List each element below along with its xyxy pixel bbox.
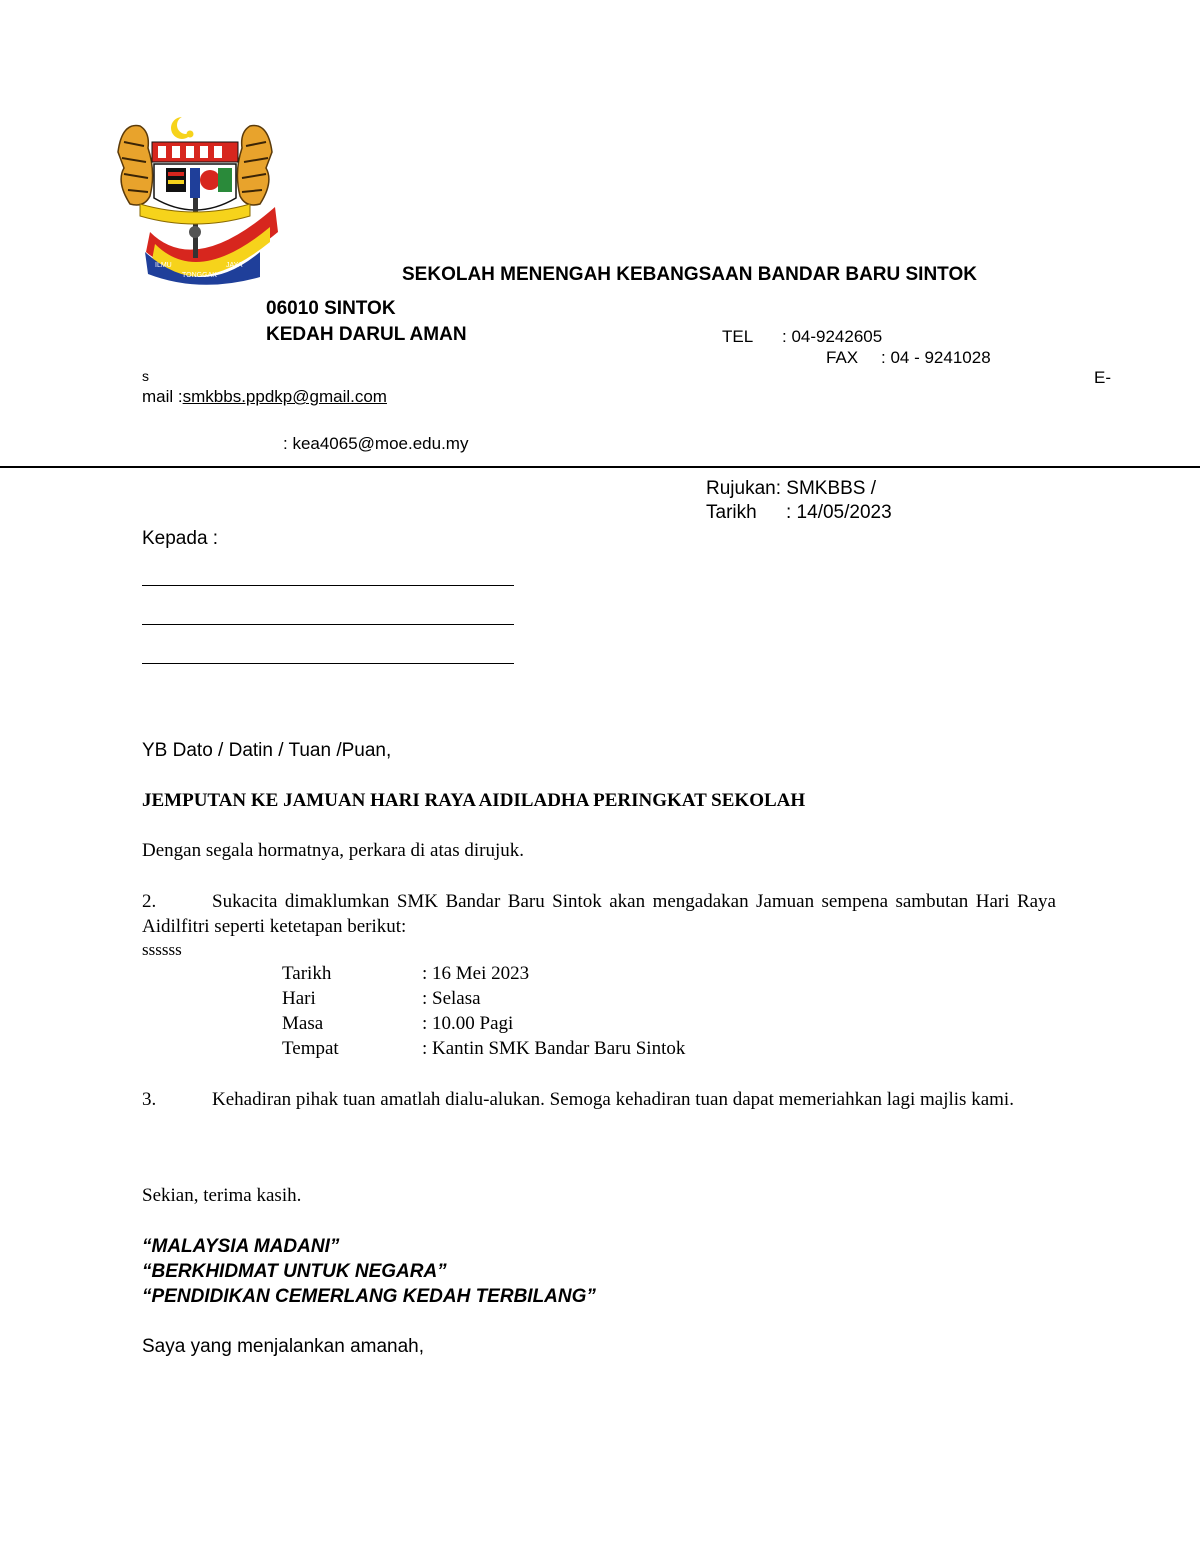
stray-s-char: s (142, 368, 149, 384)
detail-row-time (282, 1013, 513, 1035)
detail-value: : 16 Mei 2023 (422, 963, 530, 984)
fax-label: FAX (826, 348, 859, 367)
detail-row-date (282, 963, 529, 985)
paragraph-3 (142, 1087, 1056, 1112)
crest-banner-word-3: JAYA (226, 262, 243, 269)
recipient-blank-line (142, 585, 514, 586)
salutation: YB Dato / Datin / Tuan /Puan, (142, 740, 392, 761)
detail-row-venue (282, 1038, 685, 1060)
slogan-2: “BERKHIDMAT UNTUK NEGARA” (142, 1261, 447, 1282)
slogan-1: “MALAYSIA MADANI” (142, 1236, 340, 1257)
date-label: Tarikh (706, 502, 757, 523)
school-crest-logo (110, 112, 280, 287)
detail-row-day (282, 988, 481, 1010)
letterhead-divider (0, 466, 1200, 468)
paragraph-number: 2. (142, 891, 157, 912)
detail-value: : Selasa (422, 988, 481, 1009)
tel-label: TEL (722, 327, 754, 346)
kedah-crest-icon (110, 112, 280, 287)
recipient-blank-line (142, 624, 514, 625)
detail-label: Hari (282, 988, 316, 1009)
tel-value: : 04-9242605 (782, 327, 883, 346)
crest-banner-word-2: TONGGAK (182, 272, 217, 279)
slogan-3: “PENDIDIKAN CEMERLANG KEDAH TERBILANG” (142, 1286, 596, 1307)
school-name: SEKOLAH MENENGAH KEBANGSAAN BANDAR BARU SINTOK (402, 264, 977, 285)
email-link[interactable]: smkbbs.ppdkp@gmail.com (182, 387, 387, 406)
paragraph-2 (142, 889, 1056, 939)
address-line-2: KEDAH DARUL AMAN (266, 324, 467, 345)
signoff: Saya yang menjalankan amanah, (142, 1336, 425, 1357)
address-line-1: 06010 SINTOK (266, 298, 396, 319)
paragraph-text: Kehadiran pihak tuan amatlah dialu-alukan. Semoga kehadiran tuan dapat memeriahkan lagi majlis kami. (212, 1089, 1014, 1110)
date-value: : 14/05/2023 (786, 502, 892, 523)
fax-value: : 04 - 9241028 (881, 348, 991, 367)
crest-banner-word-1: ILMU (155, 262, 172, 269)
opening-sentence: Dengan segala hormatnya, perkara di atas dirujuk. (142, 840, 524, 861)
detail-value: : Kantin SMK Bandar Baru Sintok (422, 1038, 686, 1059)
closing: Sekian, terima kasih. (142, 1185, 302, 1206)
email-secondary: : kea4065@moe.edu.my (283, 434, 469, 453)
stray-text: ssssss (142, 940, 182, 959)
recipient-label: Kepada : (142, 528, 219, 549)
reference-number: Rujukan: SMKBBS / (706, 478, 877, 499)
letter-subject: JEMPUTAN KE JAMUAN HARI RAYA AIDILADHA PERINGKAT SEKOLAH (142, 790, 806, 811)
paragraph-number: 3. (142, 1089, 157, 1110)
detail-label: Tempat (282, 1038, 339, 1059)
detail-value: : 10.00 Pagi (422, 1013, 514, 1034)
email-label: mail : (142, 387, 183, 406)
email-line (142, 387, 387, 407)
email-e-fragment: E- (1094, 368, 1111, 387)
detail-label: Tarikh (282, 963, 332, 984)
paragraph-text: Sukacita dimaklumkan SMK Bandar Baru Sintok akan mengadakan Jamuan sempena sambutan Hari Raya Aidilfitri seperti ketetapan berikut: (142, 891, 1056, 937)
detail-label: Masa (282, 1013, 324, 1034)
recipient-blank-line (142, 663, 514, 664)
